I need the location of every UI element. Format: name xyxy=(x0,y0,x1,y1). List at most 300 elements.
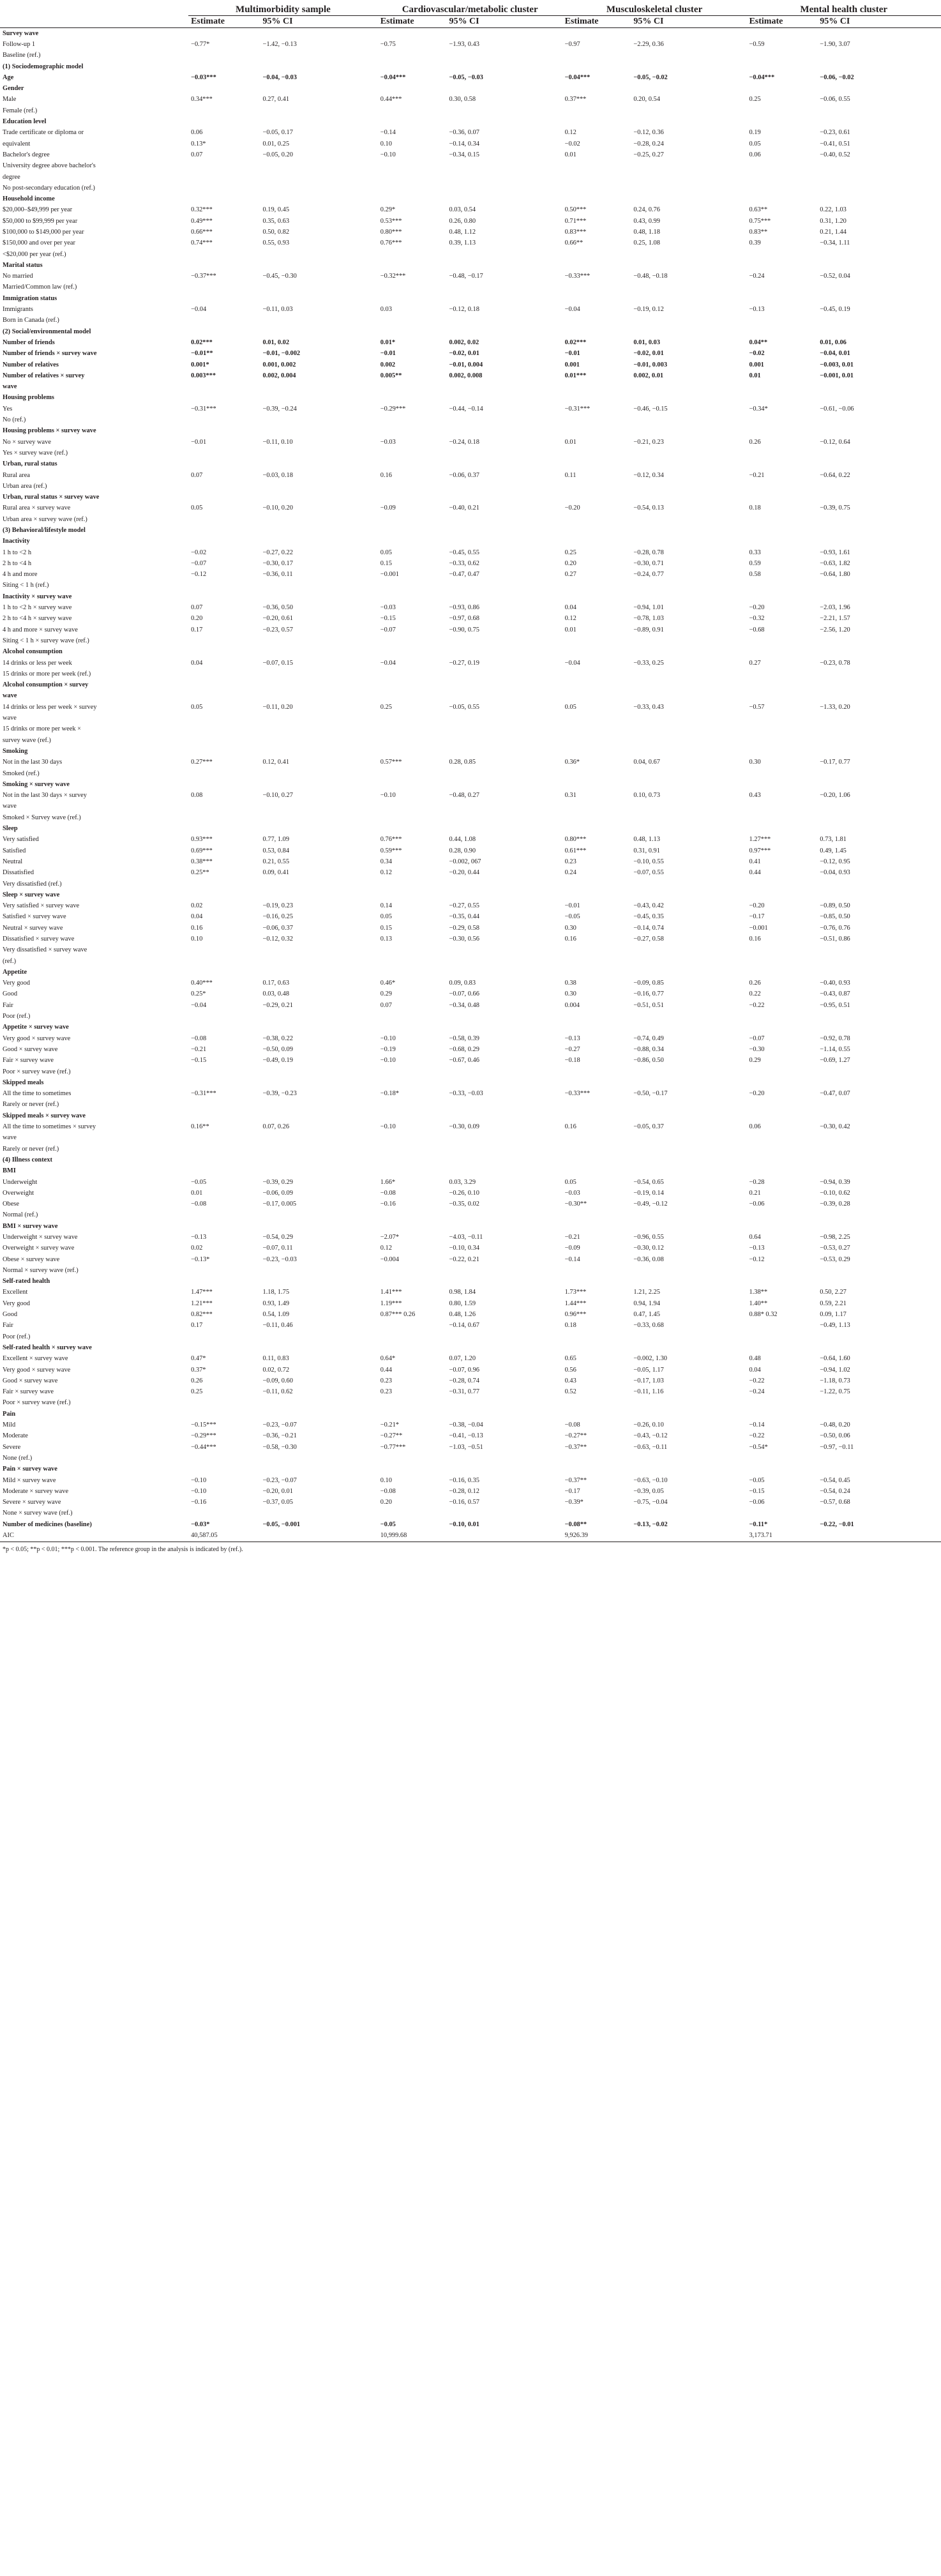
estimate-cell: 0.27*** xyxy=(191,759,213,766)
ci-cell: −0.39, 0.05 xyxy=(633,1487,664,1495)
estimate-cell: −0.59 xyxy=(749,40,765,48)
ci-cell: 0.28, 0.85 xyxy=(449,759,476,766)
estimate-cell xyxy=(562,1133,631,1144)
ci-cell: −0.29, 0.58 xyxy=(449,924,479,932)
row-label: Trade certificate or diploma or xyxy=(3,129,84,137)
estimate-cell: 0.34 xyxy=(380,858,392,865)
estimate-cell xyxy=(188,1110,260,1121)
estimate-cell: 0.10 xyxy=(191,935,203,943)
estimate-cell xyxy=(188,1453,260,1464)
ci-cell: −0.34, 0.15 xyxy=(449,151,479,158)
row-label: Smoking × survey wave xyxy=(3,780,70,788)
table-row xyxy=(0,635,941,646)
ci-cell: 0.21, 0.55 xyxy=(262,858,290,865)
estimate-cell: −0.04*** xyxy=(749,73,775,81)
ci-cell: −0.26, 0.10 xyxy=(449,1189,479,1197)
ci-cell: −0.09, 0.60 xyxy=(262,1377,293,1384)
estimate-cell: 0.50*** xyxy=(564,206,587,214)
estimate-cell xyxy=(378,536,447,547)
row-label: Neutral xyxy=(3,858,23,865)
row-label: Follow-up 1 xyxy=(3,40,36,48)
ci-cell xyxy=(631,879,746,890)
estimate-cell: −0.21* xyxy=(380,1421,399,1429)
estimate-cell: 0.02*** xyxy=(564,338,587,346)
estimate-cell xyxy=(562,1155,631,1165)
estimate-cell: 0.61*** xyxy=(564,847,587,854)
ci-cell xyxy=(631,956,746,967)
estimate-cell xyxy=(746,1331,817,1342)
ci-cell: 0.04, 0.67 xyxy=(633,759,660,766)
estimate-cell: 0.69*** xyxy=(191,847,213,854)
estimate-cell xyxy=(746,83,817,94)
estimate-cell: −0.37** xyxy=(564,1476,587,1484)
section-header-row xyxy=(0,28,941,40)
ci-cell: 0.07, 0.26 xyxy=(262,1123,290,1131)
ci-cell: 0.12, 0.41 xyxy=(262,759,290,766)
ci-cell xyxy=(817,1342,941,1353)
header-blank-cell xyxy=(0,16,188,28)
table-row xyxy=(0,1309,941,1320)
ci-cell xyxy=(260,879,378,890)
estimate-cell: −0.31*** xyxy=(564,405,591,413)
estimate-cell xyxy=(746,812,817,823)
section-header-row xyxy=(0,1155,941,1165)
ci-cell: −1.90, 3.07 xyxy=(820,40,850,48)
ci-cell: −0.12, 0.18 xyxy=(449,306,479,314)
ci-cell: −1.42, −0.13 xyxy=(262,40,297,48)
estimate-cell xyxy=(562,28,631,40)
ci-cell: −0.12, 0.64 xyxy=(820,438,850,446)
ci-cell: −0.10, 0.20 xyxy=(262,504,293,512)
ci-cell xyxy=(817,1133,941,1144)
row-label: Urban, rural status xyxy=(3,460,57,468)
ci-cell: 0.24, 0.76 xyxy=(633,206,660,214)
ci-cell xyxy=(260,481,378,492)
estimate-cell: −0.05 xyxy=(749,1476,765,1484)
estimate-cell xyxy=(378,1265,447,1276)
ci-cell xyxy=(260,890,378,900)
estimate-cell: −0.33*** xyxy=(564,1090,591,1098)
estimate-cell xyxy=(378,1464,447,1475)
ci-cell: −0.04, −0.03 xyxy=(262,73,297,81)
estimate-cell xyxy=(562,525,631,536)
row-label: Skipped meals xyxy=(3,1079,44,1086)
estimate-cell xyxy=(746,260,817,271)
estimate-cell: 0.17 xyxy=(191,626,203,633)
estimate-cell: −0.44*** xyxy=(191,1443,216,1451)
section-header-row xyxy=(0,1464,941,1475)
ci-cell: −0.27, 0.55 xyxy=(449,902,479,910)
estimate-cell xyxy=(746,591,817,602)
row-label: $50,000 to $99,999 per year xyxy=(3,217,78,225)
estimate-cell xyxy=(378,1210,447,1221)
ci-cell: −0.26, 0.10 xyxy=(633,1421,664,1429)
row-label: Very dissatisfied (ref.) xyxy=(3,880,62,888)
ci-cell xyxy=(446,1409,562,1420)
estimate-cell xyxy=(746,691,817,702)
row-label: BMI × survey wave xyxy=(3,1222,58,1230)
estimate-cell xyxy=(746,1453,817,1464)
ci-cell xyxy=(446,691,562,702)
row-label: Appetite xyxy=(3,968,27,976)
ci-cell xyxy=(817,393,941,404)
estimate-cell xyxy=(746,779,817,790)
section-header-row xyxy=(0,349,941,360)
ci-cell xyxy=(631,1221,746,1232)
ci-cell xyxy=(446,1166,562,1177)
estimate-cell xyxy=(378,1166,447,1177)
estimate-cell xyxy=(378,393,447,404)
ci-cell: −0.07, 0.55 xyxy=(633,869,664,877)
ci-cell xyxy=(446,1508,562,1519)
table-row xyxy=(0,1387,941,1398)
estimate-cell: 0.13 xyxy=(380,935,392,943)
table-row xyxy=(0,669,941,679)
section-header-row xyxy=(0,1221,941,1232)
row-label: Moderate × survey wave xyxy=(3,1487,69,1495)
table-row xyxy=(0,614,941,625)
row-label: Age xyxy=(3,73,14,81)
estimate-cell xyxy=(188,116,260,127)
ci-cell xyxy=(817,724,941,735)
estimate-cell: 0.26 xyxy=(191,1377,203,1384)
estimate-cell: 0.93*** xyxy=(191,836,213,844)
ci-cell xyxy=(446,448,562,458)
ci-cell: −0.96, 0.55 xyxy=(633,1234,664,1241)
table-row xyxy=(0,735,941,746)
estimate-cell: −0.12 xyxy=(191,571,207,579)
ci-cell: 0.48, 1.26 xyxy=(449,1311,476,1319)
ci-cell: −0.34, 1.11 xyxy=(820,239,850,247)
ci-cell: 0.94, 1.94 xyxy=(633,1299,660,1307)
estimate-cell xyxy=(188,956,260,967)
ci-cell: −0.49, −0.12 xyxy=(633,1201,668,1208)
table-row xyxy=(0,1210,941,1221)
ci-cell: −0.50, −0.17 xyxy=(633,1090,668,1098)
ci-cell xyxy=(631,249,746,260)
ci-cell: 0.002, 0.02 xyxy=(449,338,479,346)
row-label: Very good xyxy=(3,980,30,987)
estimate-cell: 0.01* xyxy=(380,338,396,346)
ci-cell xyxy=(817,635,941,646)
ci-cell xyxy=(446,1331,562,1342)
estimate-cell xyxy=(746,647,817,658)
ci-cell xyxy=(631,1011,746,1022)
estimate-cell xyxy=(562,647,631,658)
ci-cell xyxy=(631,1133,746,1144)
ci-cell: −0.36, −0.21 xyxy=(262,1432,297,1440)
section-header-row xyxy=(0,293,941,304)
estimate-cell xyxy=(188,414,260,425)
ci-cell xyxy=(260,426,378,437)
estimate-cell: −0.24 xyxy=(749,273,765,280)
estimate-cell xyxy=(188,492,260,503)
ci-cell xyxy=(631,713,746,724)
ci-cell: −0.38, −0.04 xyxy=(449,1421,483,1429)
estimate-cell xyxy=(562,812,631,823)
estimate-cell xyxy=(562,514,631,525)
ci-cell: −0.48, 0.20 xyxy=(820,1421,850,1429)
estimate-cell: 1.73*** xyxy=(564,1289,587,1296)
ci-cell xyxy=(446,61,562,72)
estimate-cell xyxy=(378,326,447,337)
table-row xyxy=(0,812,941,823)
estimate-cell: 0.03 xyxy=(380,306,392,314)
estimate-cell xyxy=(188,448,260,458)
table-row xyxy=(0,205,941,216)
ci-cell xyxy=(446,1453,562,1464)
row-label: Number of relatives xyxy=(3,361,59,368)
estimate-cell xyxy=(746,801,817,812)
estimate-cell: −0.13 xyxy=(191,1234,207,1241)
ci-cell xyxy=(817,1508,941,1519)
estimate-cell xyxy=(188,172,260,183)
ci-cell xyxy=(631,1342,746,1353)
estimate-cell xyxy=(562,326,631,337)
estimate-cell: −0.04 xyxy=(564,306,580,314)
ci-cell xyxy=(260,768,378,779)
estimate-cell xyxy=(188,61,260,72)
ci-cell xyxy=(446,1277,562,1287)
estimate-cell xyxy=(746,713,817,724)
ci-cell xyxy=(817,536,941,547)
estimate-cell xyxy=(562,61,631,72)
estimate-cell xyxy=(378,956,447,967)
ci-cell: −0.33, 0.68 xyxy=(633,1322,664,1330)
estimate-cell: −0.37** xyxy=(564,1443,587,1451)
ci-cell: −0.48, −0.18 xyxy=(633,273,668,280)
ci-cell xyxy=(446,879,562,890)
estimate-cell: 0.004 xyxy=(564,1001,580,1009)
table-row xyxy=(0,934,941,944)
section-header-row xyxy=(0,1166,941,1177)
ci-cell xyxy=(260,1265,378,1276)
row-label: Skipped meals × survey wave xyxy=(3,1112,86,1119)
table-row xyxy=(0,1089,941,1100)
estimate-cell xyxy=(378,293,447,304)
ci-cell xyxy=(817,680,941,691)
ci-cell xyxy=(817,260,941,271)
table-row xyxy=(0,1365,941,1375)
estimate-cell xyxy=(188,823,260,834)
estimate-cell xyxy=(562,1077,631,1088)
estimate-cell: −0.03 xyxy=(380,438,396,446)
ci-cell: −0.16, 0.35 xyxy=(449,1476,479,1484)
ci-cell: −0.64, 1.60 xyxy=(820,1355,850,1363)
estimate-cell: 0.59*** xyxy=(380,847,402,854)
ci-cell: −0.49, 1.13 xyxy=(820,1322,850,1330)
estimate-cell xyxy=(378,193,447,204)
estimate-cell: −0.29*** xyxy=(380,405,406,413)
estimate-cell xyxy=(562,50,631,61)
ci-cell xyxy=(817,1022,941,1033)
estimate-cell xyxy=(378,812,447,823)
estimate-cell xyxy=(562,1221,631,1232)
table-row xyxy=(0,768,941,779)
estimate-cell xyxy=(746,172,817,183)
estimate-cell: 0.20 xyxy=(380,1499,392,1506)
row-label: No post-secondary education (ref.) xyxy=(3,184,95,192)
ci-cell xyxy=(446,768,562,779)
table-row xyxy=(0,282,941,293)
row-label: University degree above bachelor's xyxy=(3,162,96,170)
ci-cell: −0.94, 1.02 xyxy=(820,1366,850,1374)
estimate-cell: 0.25 xyxy=(564,549,576,556)
estimate-cell xyxy=(746,525,817,536)
row-label: 4 h and more × survey wave xyxy=(3,626,78,633)
table-row xyxy=(0,1188,941,1199)
estimate-cell xyxy=(188,1066,260,1077)
estimate-cell xyxy=(378,823,447,834)
row-label: wave xyxy=(3,1134,17,1142)
estimate-cell xyxy=(746,448,817,458)
estimate-cell: −0.08 xyxy=(191,1034,207,1042)
ci-cell: −0.43, 0.42 xyxy=(633,902,664,910)
estimate-cell xyxy=(746,1398,817,1409)
ci-cell xyxy=(446,647,562,658)
estimate-cell xyxy=(188,326,260,337)
estimate-cell xyxy=(188,746,260,757)
ci-cell: −0.22, −0.01 xyxy=(820,1520,854,1528)
estimate-cell xyxy=(378,647,447,658)
estimate-cell: −0.06 xyxy=(749,1499,765,1506)
ci-cell xyxy=(817,83,941,94)
row-label: Excellent × survey wave xyxy=(3,1355,68,1363)
estimate-cell xyxy=(188,713,260,724)
estimate-cell: 0.38*** xyxy=(191,858,213,865)
estimate-cell: −0.08** xyxy=(564,1520,587,1528)
ci-cell xyxy=(446,525,562,536)
estimate-cell xyxy=(188,691,260,702)
estimate-cell: 40,587.05 xyxy=(188,1530,260,1542)
estimate-cell: −0.31*** xyxy=(191,1090,216,1098)
section-header-row xyxy=(0,83,941,94)
ci-cell xyxy=(260,580,378,591)
table-row xyxy=(0,172,941,183)
estimate-cell: 0.02*** xyxy=(191,338,213,346)
ci-cell xyxy=(631,459,746,470)
ci-cell: 0.53, 0.84 xyxy=(262,847,290,854)
estimate-cell: 10,999.68 xyxy=(378,1530,447,1542)
row-label: 14 drinks or less per week × survey xyxy=(3,703,97,711)
estimate-cell: 0.16 xyxy=(749,935,761,943)
ci-cell xyxy=(631,28,746,40)
estimate-cell xyxy=(378,680,447,691)
ci-cell xyxy=(260,414,378,425)
estimate-cell: 0.43 xyxy=(564,1377,576,1384)
estimate-cell: 0.83** xyxy=(749,228,768,236)
estimate-cell: −0.06 xyxy=(749,1201,765,1208)
estimate-cell: 0.06 xyxy=(749,151,761,158)
ci-cell xyxy=(631,1022,746,1033)
row-label: Bachelor's degree xyxy=(3,151,50,158)
ci-cell xyxy=(260,459,378,470)
estimate-cell xyxy=(562,448,631,458)
ci-cell xyxy=(260,193,378,204)
row-label: Fair xyxy=(3,1322,13,1330)
table-row xyxy=(0,1177,941,1188)
estimate-cell: −0.13 xyxy=(749,1245,765,1252)
ci-cell: −0.23, 0.61 xyxy=(820,129,850,137)
estimate-cell xyxy=(562,879,631,890)
ci-cell xyxy=(260,260,378,271)
table-row xyxy=(0,1497,941,1508)
estimate-cell xyxy=(746,326,817,337)
ci-cell: −0.29, 0.21 xyxy=(262,1001,293,1009)
estimate-cell: 1.47*** xyxy=(191,1289,213,1296)
row-label: Good × survey wave xyxy=(3,1377,58,1384)
estimate-cell: 0.76*** xyxy=(380,239,402,247)
ci-cell: −0.92, 0.78 xyxy=(820,1034,850,1042)
ci-cell xyxy=(260,1144,378,1155)
ci-cell xyxy=(631,801,746,812)
ci-cell: −0.05, 0.55 xyxy=(449,703,479,711)
estimate-cell xyxy=(562,1210,631,1221)
estimate-cell xyxy=(746,1133,817,1144)
row-label: Poor (ref.) xyxy=(3,1333,31,1340)
ci-cell xyxy=(446,580,562,591)
estimate-cell: −0.10 xyxy=(191,1487,207,1495)
ci-cell xyxy=(817,172,941,183)
ci-cell xyxy=(446,1100,562,1110)
ci-cell: −2.56, 1.20 xyxy=(820,626,850,633)
ci-cell xyxy=(260,779,378,790)
estimate-cell xyxy=(378,1077,447,1088)
estimate-cell xyxy=(188,1508,260,1519)
estimate-cell: 0.30 xyxy=(564,924,576,932)
estimate-cell: −0.03*** xyxy=(191,73,216,81)
ci-cell xyxy=(446,414,562,425)
ci-cell xyxy=(446,680,562,691)
ci-cell xyxy=(260,713,378,724)
estimate-cell xyxy=(378,669,447,679)
ci-cell xyxy=(260,50,378,61)
ci-cell: −0.36, 0.08 xyxy=(633,1255,664,1263)
estimate-cell xyxy=(188,282,260,293)
estimate-cell xyxy=(746,514,817,525)
estimate-cell: 0.06 xyxy=(191,129,203,137)
row-label: Overweight xyxy=(3,1189,34,1197)
group-header-multimorbidity: Multimorbidity sample xyxy=(188,0,378,16)
row-label: Yes × survey wave (ref.) xyxy=(3,449,68,457)
ci-cell: −0.07, 0.96 xyxy=(449,1366,479,1374)
group-header-cardiovascular: Cardiovascular/metabolic cluster xyxy=(378,0,562,16)
ci-cell: −0.58, −0.30 xyxy=(262,1443,297,1451)
table-row xyxy=(0,183,941,193)
estimate-cell: −0.08 xyxy=(380,1487,396,1495)
estimate-cell: 0.39 xyxy=(749,239,761,247)
ci-cell xyxy=(446,779,562,790)
row-label: Very good × survey wave xyxy=(3,1034,71,1042)
estimate-cell: 0.08 xyxy=(191,792,203,799)
estimate-cell: −0.11* xyxy=(749,1520,768,1528)
estimate-cell xyxy=(562,669,631,679)
row-label: Very satisfied × survey wave xyxy=(3,902,80,910)
ci-cell xyxy=(817,481,941,492)
section-header-row xyxy=(0,890,941,900)
ci-cell xyxy=(260,116,378,127)
row-label: 2 h to <4 h xyxy=(3,559,32,567)
estimate-cell xyxy=(378,161,447,172)
ci-cell: −0.86, 0.50 xyxy=(633,1057,664,1064)
ci-cell: −0.22, 0.21 xyxy=(449,1255,479,1263)
estimate-cell xyxy=(378,116,447,127)
estimate-cell: −0.15*** xyxy=(191,1421,216,1429)
ci-cell xyxy=(817,183,941,193)
estimate-cell xyxy=(562,713,631,724)
ci-cell: −0.16, 0.77 xyxy=(633,990,664,998)
estimate-cell: 0.41 xyxy=(749,858,761,865)
